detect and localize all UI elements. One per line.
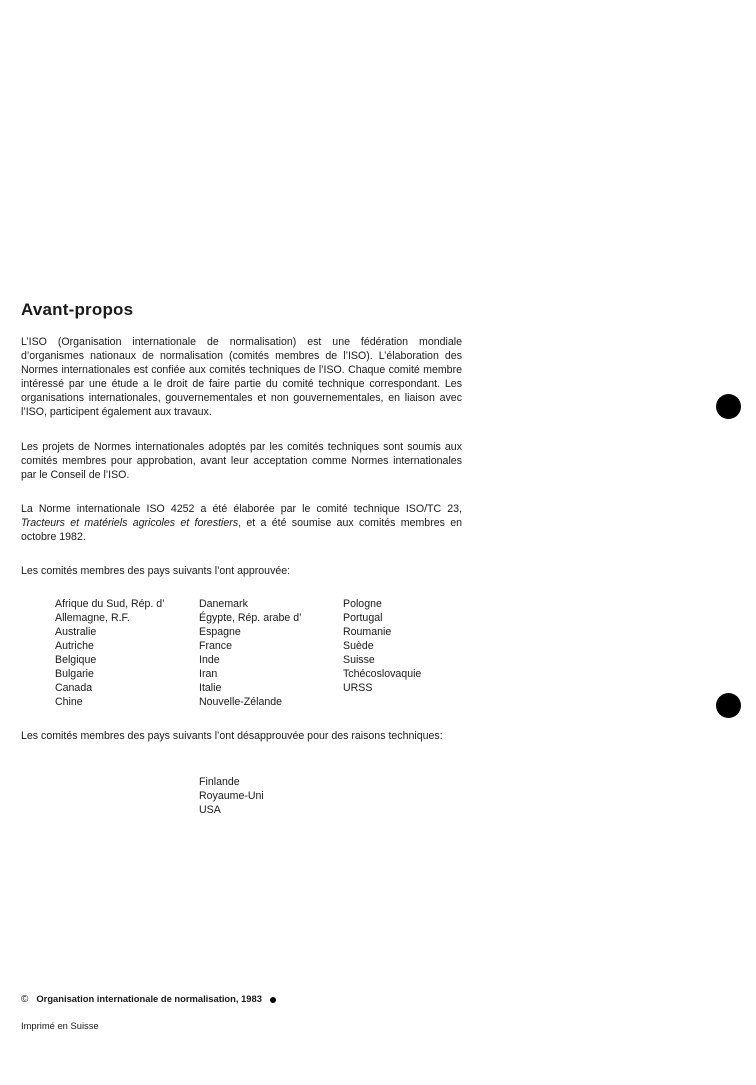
punch-hole-mark <box>716 693 741 718</box>
country-item: Inde <box>199 654 220 666</box>
country-item: Italie <box>199 682 222 694</box>
country-item: Australie <box>55 626 97 638</box>
country-item: Portugal <box>343 612 383 624</box>
punch-hole-mark <box>716 394 741 419</box>
copyright-line <box>21 993 276 1005</box>
bullet-icon <box>270 997 276 1003</box>
country-item: Iran <box>199 668 218 680</box>
copyright-text: Organisation internationale de normalisation, 1983 <box>36 993 262 1004</box>
disapproving-countries-list <box>199 775 264 817</box>
country-item: France <box>199 640 232 652</box>
countries-column-3 <box>343 597 475 709</box>
country-item: Canada <box>55 682 93 694</box>
intro-paragraph: L’ISO (Organisation internationale de normalisation) est une fédération mondiale d’organismes nationaux de normalisation (comités membres de l’ISO). L’élaboration des Normes internationales est confiée aux comités techniques de l’ISO. Chaque comité membre intéressé par une étude a le droit de faire partie du comité technique correspondant. Les organisations internationales, gouvernementales et non gouvernementales, en liaison avec l’ISO, participent également aux travaux. <box>21 336 462 418</box>
country-item: Suède <box>343 640 374 652</box>
country-item: Allemagne, R.F. <box>55 612 130 624</box>
country-item: URSS <box>343 682 373 694</box>
country-item: Égypte, Rép. arabe d’ <box>199 612 302 624</box>
country-item: Finlande <box>199 776 240 788</box>
country-item: Suisse <box>343 654 375 666</box>
country-item: Nouvelle-Zélande <box>199 696 283 708</box>
country-item: Pologne <box>343 598 382 610</box>
disapprovals-intro: Les comités membres des pays suivants l’ont désapprouvée pour des raisons techniques: <box>21 730 443 742</box>
country-item: Afrique du Sud, Rép. d’ <box>55 598 165 610</box>
page-title: Avant-propos <box>21 300 134 319</box>
country-item: Espagne <box>199 626 241 638</box>
printed-in: Imprimé en Suisse <box>21 1020 99 1031</box>
approving-countries-list <box>55 597 475 709</box>
committee-title: Tracteurs et matériels agricoles et forestiers <box>21 517 239 529</box>
approvals-intro: Les comités membres des pays suivants l’ont approuvée: <box>21 565 291 577</box>
copyright-icon: © <box>21 994 29 1005</box>
country-item: Chine <box>55 696 83 708</box>
countries-column-1 <box>55 597 199 709</box>
country-item: Bulgarie <box>55 668 94 680</box>
country-item: Tchécoslovaquie <box>343 668 422 680</box>
countries-column-2 <box>199 597 343 709</box>
country-item: Roumanie <box>343 626 392 638</box>
approval-process-paragraph: Les projets de Normes internationales adoptés par les comités techniques sont soumis aux comités membres pour approbation, avant leur acceptation comme Normes internationales par le Conseil de l’ISO. <box>21 441 462 481</box>
country-item: Autriche <box>55 640 94 652</box>
country-item: USA <box>199 804 221 816</box>
country-item: Belgique <box>55 654 97 666</box>
standard-origin-text: La Norme internationale ISO 4252 a été élaborée par le comité technique ISO/TC 23, <box>21 503 462 515</box>
standard-origin-text-end: , et a été soumise aux comités membres en octobre 1982. <box>21 517 463 543</box>
standard-origin-paragraph <box>21 502 462 544</box>
country-item: Danemark <box>199 598 248 610</box>
country-item: Royaume-Uni <box>199 790 264 802</box>
